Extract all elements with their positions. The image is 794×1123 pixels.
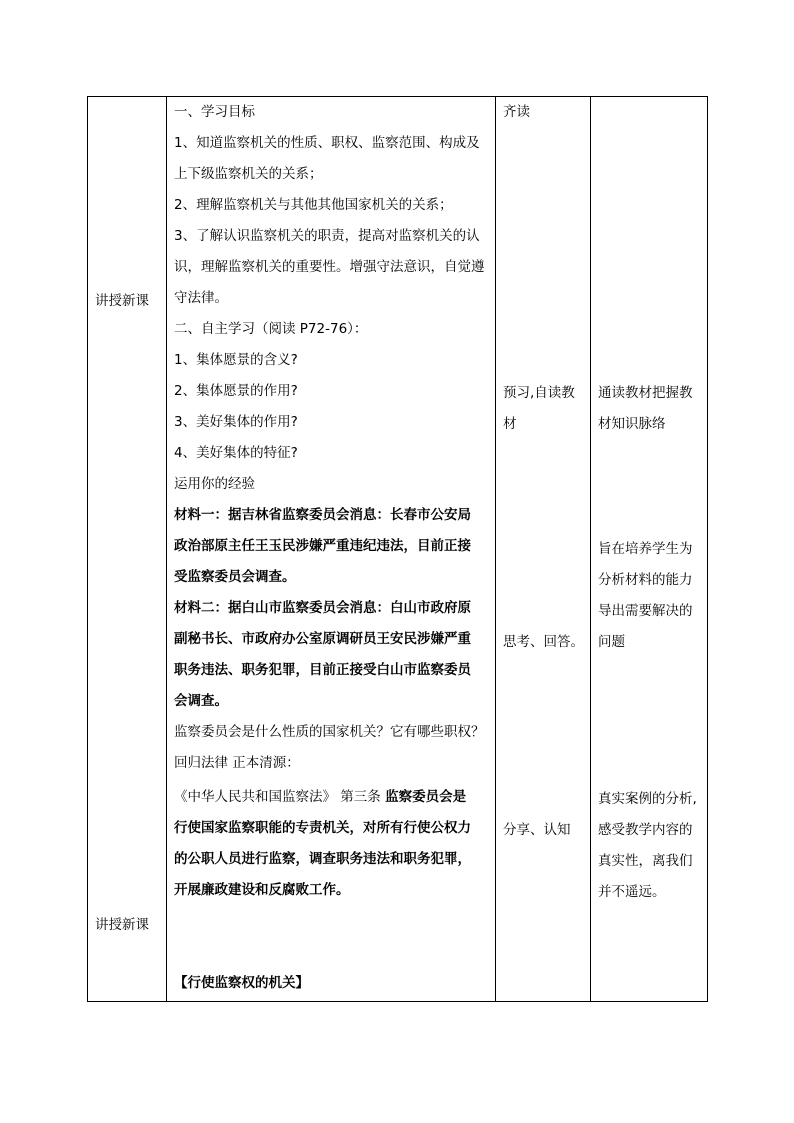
content-line: 识，理解监察机关的重要性。增强守法意识，自觉遵 — [174, 259, 485, 275]
content-line: 守法律。 — [174, 290, 228, 306]
intent-read-line1: 通读教材把握教 — [598, 385, 693, 401]
section-label-top: 讲授新课 — [95, 293, 149, 309]
intent-material-line: 导出需要解决的 — [598, 603, 693, 619]
content-line: 4、美好集体的特征? — [174, 445, 298, 461]
content-line: 材料二：据白山市监察委员会消息：白山市政府原 — [174, 600, 471, 616]
content-line: 运用你的经验 — [174, 476, 255, 492]
section-label-bottom: 讲授新课 — [95, 917, 149, 933]
bottom-heading: 【行使监察权的机关】 — [174, 975, 309, 991]
content-line: 2、理解监察机关与其他其他国家机关的关系； — [174, 197, 453, 213]
student-activity-cell — [496, 97, 591, 1002]
content-cell — [167, 97, 496, 1002]
intent-material-line: 分析材料的能力 — [598, 572, 693, 588]
law-text-line: 开展廉政建设和反腐败工作。 — [174, 882, 350, 898]
content-line: 3、美好集体的作用? — [174, 414, 298, 430]
content-line: 材料一：据吉林省监察委员会消息：长春市公安局 — [174, 507, 471, 523]
content-line: 1、知道监察机关的性质、职权、监察范围、构成及 — [174, 135, 480, 151]
intent-material-line: 问题 — [598, 634, 625, 650]
content-line: 二、自主学习（阅读 P72-76）： — [174, 321, 368, 337]
content-line: 1、集体愿景的含义? — [174, 352, 298, 368]
content-line: 上下级监察机关的关系； — [174, 166, 323, 182]
activity-preview-line2: 材 — [503, 416, 517, 432]
content-line: 回归法律 正本清源： — [174, 755, 300, 771]
content-line: 受监察委员会调查。 — [174, 569, 296, 585]
intent-case-line: 真实性，离我们 — [598, 853, 693, 869]
content-line: 副秘书长、市政府办公室原调研员王安民涉嫌严重 — [174, 631, 471, 647]
intent-read-line2: 材知识脉络 — [598, 416, 666, 432]
law-line — [174, 782, 466, 813]
law-title: 《中华人民共和国监察法》 第三条 — [174, 789, 386, 805]
content-line: 监察委员会是什么性质的国家机关？它有哪些职权？ — [174, 724, 485, 740]
section-label-cell — [88, 97, 167, 1002]
activity-think: 思考、回答。 — [503, 634, 584, 650]
intent-case-line: 感受教学内容的 — [598, 822, 693, 838]
intent-case-line: 真实案例的分析, — [598, 791, 697, 807]
content-line: 一、学习目标 — [174, 104, 255, 120]
content-line: 政治部原主任王玉民涉嫌严重违纪违法，目前正接 — [174, 538, 471, 554]
activity-share: 分享、认知 — [503, 822, 571, 838]
intent-material-line: 旨在培养学生为 — [598, 541, 693, 557]
content-lines — [167, 97, 495, 1001]
law-text-line: 的公职人员进行监察，调查职务违法和职务犯罪， — [174, 851, 471, 867]
content-line: 3、了解认识监察机关的职责，提高对监察机关的认 — [174, 228, 480, 244]
content-line: 会调查。 — [174, 693, 228, 709]
content-line: 职务违法、职务犯罪，目前正接受白山市监察委员 — [174, 662, 471, 678]
content-line: 2、集体愿景的作用? — [174, 383, 298, 399]
law-article-start: 监察委员会是 — [385, 789, 467, 805]
activity-reading: 齐读 — [503, 104, 530, 120]
lesson-plan-table — [87, 96, 708, 1002]
law-text-line: 行使国家监察职能的专责机关，对所有行使公权力 — [174, 820, 471, 836]
design-intent-cell — [591, 97, 708, 1002]
activity-preview-line1: 预习,自读教 — [503, 385, 575, 401]
intent-case-line: 并不遥远。 — [598, 884, 666, 900]
